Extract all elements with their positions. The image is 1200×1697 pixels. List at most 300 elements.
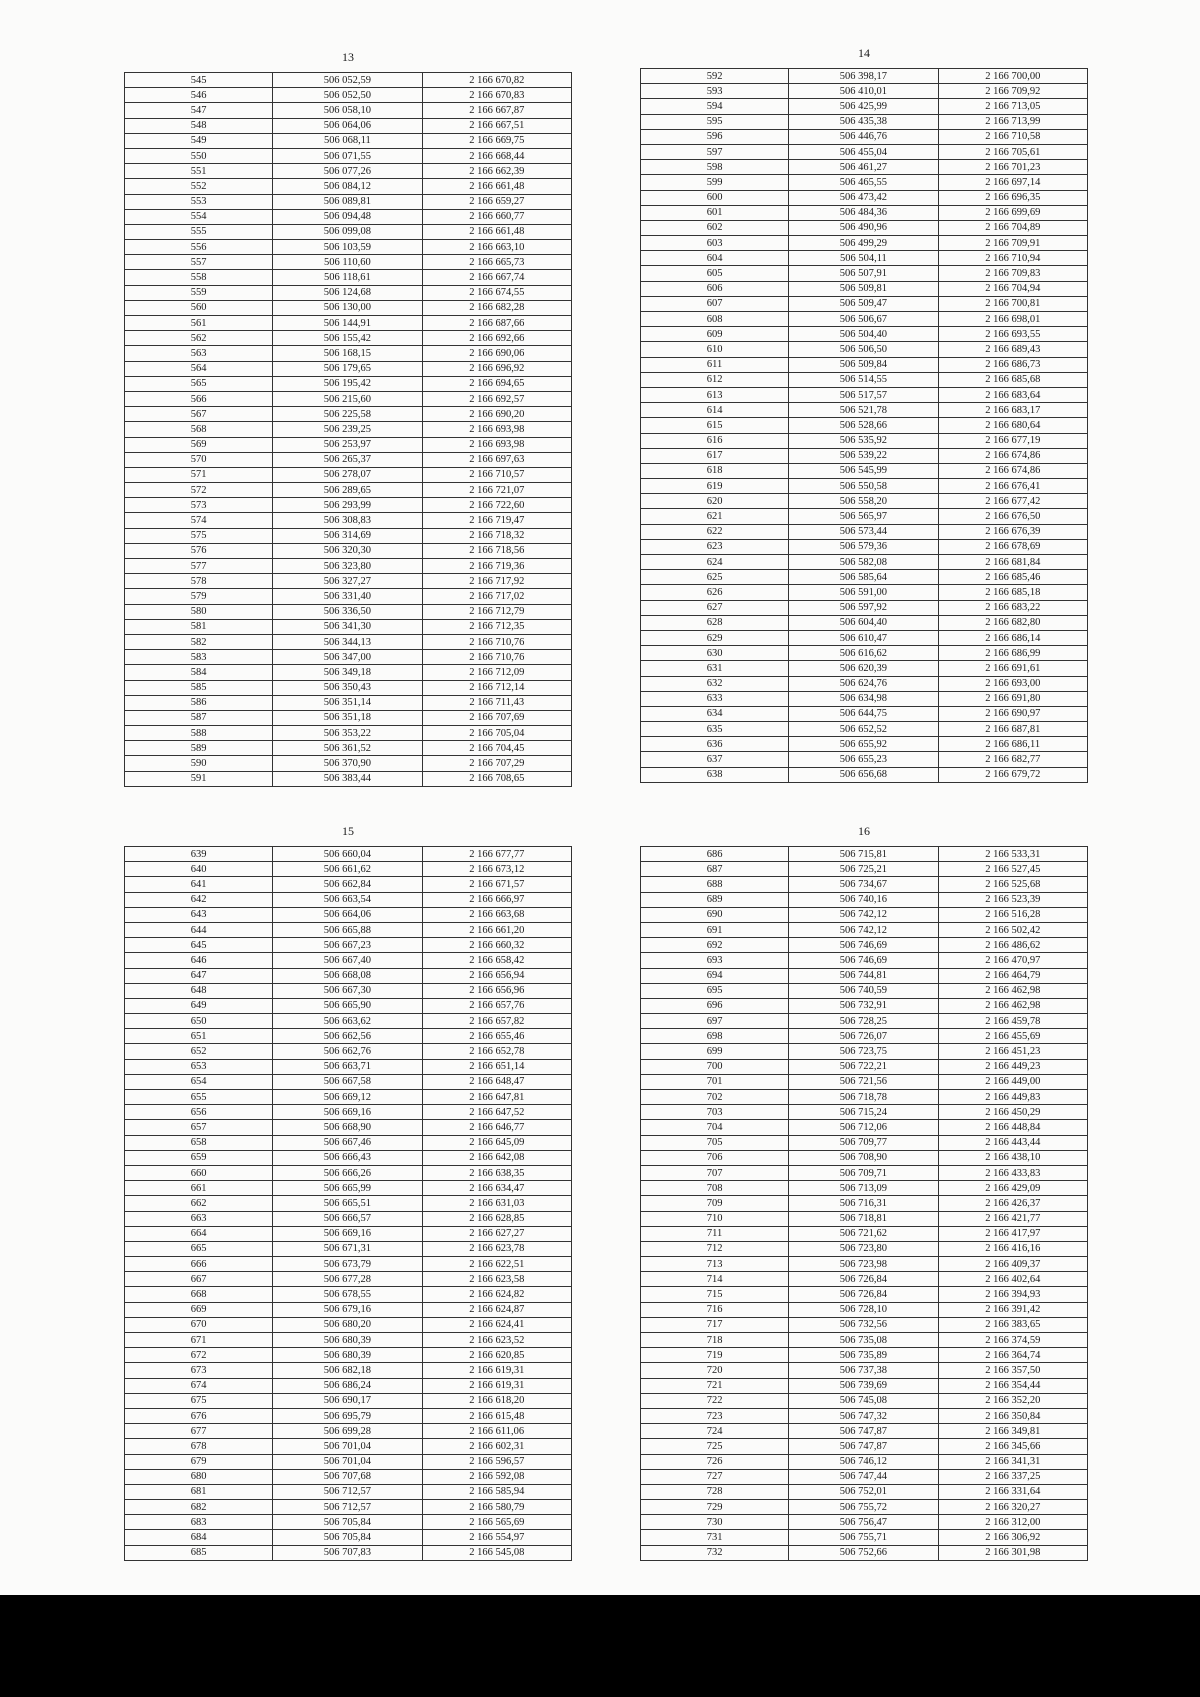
x-coordinate-cell: 506 723,80	[789, 1241, 938, 1256]
point-number-cell: 704	[641, 1120, 789, 1135]
table-row	[641, 1105, 1088, 1120]
x-coordinate-cell: 506 327,27	[273, 574, 422, 589]
y-coordinate-cell: 2 166 394,93	[938, 1287, 1087, 1302]
x-coordinate-cell: 506 351,18	[273, 710, 422, 725]
x-coordinate-cell: 506 446,76	[789, 129, 938, 144]
table-row	[125, 877, 572, 892]
y-coordinate-cell: 2 166 459,78	[938, 1014, 1087, 1029]
y-coordinate-cell: 2 166 391,42	[938, 1302, 1087, 1317]
point-number-cell: 707	[641, 1165, 789, 1180]
y-coordinate-cell: 2 166 462,98	[938, 983, 1087, 998]
y-coordinate-cell: 2 166 662,39	[422, 164, 571, 179]
table-row	[641, 190, 1088, 205]
table-row	[125, 1105, 572, 1120]
x-coordinate-cell: 506 506,67	[789, 312, 938, 327]
y-coordinate-cell: 2 166 713,99	[938, 114, 1087, 129]
y-coordinate-cell: 2 166 620,85	[422, 1348, 571, 1363]
table-row	[641, 372, 1088, 387]
point-number-cell: 609	[641, 327, 789, 342]
table-row	[125, 1378, 572, 1393]
table-row	[125, 1500, 572, 1515]
table-row	[125, 391, 572, 406]
table-row	[641, 327, 1088, 342]
y-coordinate-cell: 2 166 718,56	[422, 543, 571, 558]
y-coordinate-cell: 2 166 676,39	[938, 524, 1087, 539]
x-coordinate-cell: 506 504,11	[789, 251, 938, 266]
table-row	[641, 998, 1088, 1013]
point-number-cell: 618	[641, 463, 789, 478]
x-coordinate-cell: 506 155,42	[273, 331, 422, 346]
y-coordinate-cell: 2 166 301,98	[938, 1545, 1087, 1560]
point-number-cell: 693	[641, 953, 789, 968]
y-coordinate-cell: 2 166 450,29	[938, 1105, 1087, 1120]
table-row	[641, 1196, 1088, 1211]
y-coordinate-cell: 2 166 374,59	[938, 1333, 1087, 1348]
point-number-cell: 645	[125, 938, 273, 953]
point-number-cell: 547	[125, 103, 273, 118]
y-coordinate-cell: 2 166 429,09	[938, 1181, 1087, 1196]
x-coordinate-cell: 506 344,13	[273, 634, 422, 649]
table-row	[641, 114, 1088, 129]
point-number-cell: 699	[641, 1044, 789, 1059]
table-row	[641, 630, 1088, 645]
x-coordinate-cell: 506 671,31	[273, 1241, 422, 1256]
point-number-cell: 610	[641, 342, 789, 357]
x-coordinate-cell: 506 756,47	[789, 1515, 938, 1530]
point-number-cell: 569	[125, 437, 273, 452]
point-number-cell: 629	[641, 630, 789, 645]
y-coordinate-cell: 2 166 565,69	[422, 1515, 571, 1530]
table-row	[125, 922, 572, 937]
x-coordinate-cell: 506 656,68	[789, 767, 938, 782]
table-row	[641, 646, 1088, 661]
y-coordinate-cell: 2 166 710,76	[422, 634, 571, 649]
x-coordinate-cell: 506 742,12	[789, 907, 938, 922]
point-number-cell: 726	[641, 1454, 789, 1469]
point-number-cell: 637	[641, 752, 789, 767]
table-row	[125, 907, 572, 922]
x-coordinate-cell: 506 353,22	[273, 726, 422, 741]
x-coordinate-cell: 506 506,50	[789, 342, 938, 357]
x-coordinate-cell: 506 755,71	[789, 1530, 938, 1545]
table-row	[125, 179, 572, 194]
table-row	[641, 1257, 1088, 1272]
point-number-cell: 669	[125, 1302, 273, 1317]
table-row	[641, 1424, 1088, 1439]
x-coordinate-cell: 506 718,81	[789, 1211, 938, 1226]
table-row	[125, 650, 572, 665]
point-number-cell: 611	[641, 357, 789, 372]
x-coordinate-cell: 506 682,18	[273, 1363, 422, 1378]
table-row	[125, 1530, 572, 1545]
table-row	[125, 559, 572, 574]
table-row	[641, 69, 1088, 84]
point-number-cell: 558	[125, 270, 273, 285]
x-coordinate-cell: 506 398,17	[789, 69, 938, 84]
point-number-cell: 683	[125, 1515, 273, 1530]
x-coordinate-cell: 506 308,83	[273, 513, 422, 528]
x-coordinate-cell: 506 052,59	[273, 73, 422, 88]
x-coordinate-cell: 506 278,07	[273, 467, 422, 482]
table-row	[641, 706, 1088, 721]
point-number-cell: 696	[641, 998, 789, 1013]
x-coordinate-cell: 506 745,08	[789, 1393, 938, 1408]
point-number-cell: 641	[125, 877, 273, 892]
y-coordinate-cell: 2 166 655,46	[422, 1029, 571, 1044]
y-coordinate-cell: 2 166 615,48	[422, 1408, 571, 1423]
table-row	[641, 1545, 1088, 1560]
table-row	[641, 1211, 1088, 1226]
point-number-cell: 721	[641, 1378, 789, 1393]
point-number-cell: 548	[125, 118, 273, 133]
y-coordinate-cell: 2 166 709,83	[938, 266, 1087, 281]
table-row	[125, 467, 572, 482]
y-coordinate-cell: 2 166 592,08	[422, 1469, 571, 1484]
y-coordinate-cell: 2 166 707,29	[422, 756, 571, 771]
page-number: 14	[858, 46, 870, 60]
x-coordinate-cell: 506 539,22	[789, 448, 938, 463]
y-coordinate-cell: 2 166 623,58	[422, 1272, 571, 1287]
x-coordinate-cell: 506 735,89	[789, 1348, 938, 1363]
x-coordinate-cell: 506 663,71	[273, 1059, 422, 1074]
table-row	[125, 103, 572, 118]
y-coordinate-cell: 2 166 580,79	[422, 1500, 571, 1515]
y-coordinate-cell: 2 166 426,37	[938, 1196, 1087, 1211]
point-number-cell: 567	[125, 407, 273, 422]
x-coordinate-cell: 506 597,92	[789, 600, 938, 615]
x-coordinate-cell: 506 565,97	[789, 509, 938, 524]
point-number-cell: 552	[125, 179, 273, 194]
y-coordinate-cell: 2 166 320,27	[938, 1500, 1087, 1515]
table-row	[125, 1120, 572, 1135]
x-coordinate-cell: 506 573,44	[789, 524, 938, 539]
point-number-cell: 651	[125, 1029, 273, 1044]
point-number-cell: 676	[125, 1408, 273, 1423]
x-coordinate-cell: 506 239,25	[273, 422, 422, 437]
y-coordinate-cell: 2 166 677,19	[938, 433, 1087, 448]
point-number-cell: 646	[125, 953, 273, 968]
point-number-cell: 690	[641, 907, 789, 922]
y-coordinate-cell: 2 166 627,27	[422, 1226, 571, 1241]
y-coordinate-cell: 2 166 690,06	[422, 346, 571, 361]
y-coordinate-cell: 2 166 686,99	[938, 646, 1087, 661]
y-coordinate-cell: 2 166 663,68	[422, 907, 571, 922]
y-coordinate-cell: 2 166 449,23	[938, 1059, 1087, 1074]
point-number-cell: 680	[125, 1469, 273, 1484]
x-coordinate-cell: 506 742,12	[789, 922, 938, 937]
table-row	[641, 938, 1088, 953]
x-coordinate-cell: 506 455,04	[789, 144, 938, 159]
x-coordinate-cell: 506 668,08	[273, 968, 422, 983]
point-number-cell: 591	[125, 771, 273, 786]
point-number-cell: 648	[125, 983, 273, 998]
table-row	[125, 270, 572, 285]
y-coordinate-cell: 2 166 306,92	[938, 1530, 1087, 1545]
point-number-cell: 595	[641, 114, 789, 129]
point-number-cell: 686	[641, 847, 789, 862]
x-coordinate-cell: 506 662,84	[273, 877, 422, 892]
x-coordinate-cell: 506 723,75	[789, 1044, 938, 1059]
point-number-cell: 697	[641, 1014, 789, 1029]
x-coordinate-cell: 506 667,40	[273, 953, 422, 968]
table-row	[125, 209, 572, 224]
table-row	[641, 585, 1088, 600]
table-row	[641, 1393, 1088, 1408]
page-number: 13	[342, 50, 354, 64]
y-coordinate-cell: 2 166 341,31	[938, 1454, 1087, 1469]
point-number-cell: 720	[641, 1363, 789, 1378]
point-number-cell: 679	[125, 1454, 273, 1469]
point-number-cell: 710	[641, 1211, 789, 1226]
point-number-cell: 599	[641, 175, 789, 190]
table-row	[641, 922, 1088, 937]
point-number-cell: 607	[641, 296, 789, 311]
table-row	[641, 1469, 1088, 1484]
table-row	[125, 1135, 572, 1150]
table-row	[125, 710, 572, 725]
y-coordinate-cell: 2 166 647,81	[422, 1090, 571, 1105]
x-coordinate-cell: 506 680,20	[273, 1317, 422, 1332]
x-coordinate-cell: 506 509,81	[789, 281, 938, 296]
point-number-cell: 664	[125, 1226, 273, 1241]
table-row	[125, 1545, 572, 1560]
point-number-cell: 564	[125, 361, 273, 376]
y-coordinate-cell: 2 166 409,37	[938, 1257, 1087, 1272]
y-coordinate-cell: 2 166 350,84	[938, 1408, 1087, 1423]
point-number-cell: 600	[641, 190, 789, 205]
point-number-cell: 682	[125, 1500, 273, 1515]
x-coordinate-cell: 506 293,99	[273, 498, 422, 513]
point-number-cell: 677	[125, 1424, 273, 1439]
y-coordinate-cell: 2 166 349,81	[938, 1424, 1087, 1439]
y-coordinate-cell: 2 166 638,35	[422, 1165, 571, 1180]
y-coordinate-cell: 2 166 685,46	[938, 570, 1087, 585]
y-coordinate-cell: 2 166 670,82	[422, 73, 571, 88]
y-coordinate-cell: 2 166 710,57	[422, 467, 571, 482]
y-coordinate-cell: 2 166 624,87	[422, 1302, 571, 1317]
point-number-cell: 650	[125, 1014, 273, 1029]
point-number-cell: 559	[125, 285, 273, 300]
y-coordinate-cell: 2 166 697,14	[938, 175, 1087, 190]
table-row	[125, 938, 572, 953]
x-coordinate-cell: 506 361,52	[273, 741, 422, 756]
y-coordinate-cell: 2 166 657,76	[422, 998, 571, 1013]
point-number-cell: 598	[641, 160, 789, 175]
table-row	[125, 376, 572, 391]
page-block-15	[124, 824, 572, 1559]
table-row	[641, 1059, 1088, 1074]
table-row	[641, 1226, 1088, 1241]
point-number-cell: 670	[125, 1317, 273, 1332]
table-row	[125, 695, 572, 710]
table-row	[125, 862, 572, 877]
x-coordinate-cell: 506 701,04	[273, 1454, 422, 1469]
x-coordinate-cell: 506 461,27	[789, 160, 938, 175]
table-row	[641, 1484, 1088, 1499]
x-coordinate-cell: 506 660,04	[273, 847, 422, 862]
y-coordinate-cell: 2 166 357,50	[938, 1363, 1087, 1378]
point-number-cell: 642	[125, 892, 273, 907]
table-row	[641, 1530, 1088, 1545]
point-number-cell: 624	[641, 555, 789, 570]
y-coordinate-cell: 2 166 660,77	[422, 209, 571, 224]
y-coordinate-cell: 2 166 701,23	[938, 160, 1087, 175]
y-coordinate-cell: 2 166 718,32	[422, 528, 571, 543]
table-row	[125, 148, 572, 163]
x-coordinate-cell: 506 708,90	[789, 1150, 938, 1165]
x-coordinate-cell: 506 668,90	[273, 1120, 422, 1135]
x-coordinate-cell: 506 725,21	[789, 862, 938, 877]
table-row	[641, 1454, 1088, 1469]
point-number-cell: 586	[125, 695, 273, 710]
point-number-cell: 603	[641, 236, 789, 251]
x-coordinate-cell: 506 225,58	[273, 407, 422, 422]
point-number-cell: 631	[641, 661, 789, 676]
point-number-cell: 623	[641, 539, 789, 554]
x-coordinate-cell: 506 740,59	[789, 983, 938, 998]
x-coordinate-cell: 506 734,67	[789, 877, 938, 892]
point-number-cell: 674	[125, 1378, 273, 1393]
point-number-cell: 709	[641, 1196, 789, 1211]
page-block-16	[640, 824, 1088, 1559]
point-number-cell: 634	[641, 706, 789, 721]
x-coordinate-cell: 506 707,68	[273, 1469, 422, 1484]
x-coordinate-cell: 506 068,11	[273, 133, 422, 148]
point-number-cell: 731	[641, 1530, 789, 1545]
y-coordinate-cell: 2 166 686,14	[938, 630, 1087, 645]
table-row	[641, 1074, 1088, 1089]
x-coordinate-cell: 506 099,08	[273, 224, 422, 239]
y-coordinate-cell: 2 166 438,10	[938, 1150, 1087, 1165]
y-coordinate-cell: 2 166 462,98	[938, 998, 1087, 1013]
point-number-cell: 665	[125, 1241, 273, 1256]
y-coordinate-cell: 2 166 443,44	[938, 1135, 1087, 1150]
y-coordinate-cell: 2 166 705,04	[422, 726, 571, 741]
x-coordinate-cell: 506 721,62	[789, 1226, 938, 1241]
x-coordinate-cell: 506 550,58	[789, 479, 938, 494]
point-number-cell: 546	[125, 88, 273, 103]
x-coordinate-cell: 506 665,51	[273, 1196, 422, 1211]
point-number-cell: 657	[125, 1120, 273, 1135]
table-row	[641, 1272, 1088, 1287]
table-row	[125, 1241, 572, 1256]
y-coordinate-cell: 2 166 331,64	[938, 1484, 1087, 1499]
y-coordinate-cell: 2 166 352,20	[938, 1393, 1087, 1408]
table-row	[641, 448, 1088, 463]
y-coordinate-cell: 2 166 533,31	[938, 847, 1087, 862]
y-coordinate-cell: 2 166 689,43	[938, 342, 1087, 357]
table-row	[641, 968, 1088, 983]
point-number-cell: 578	[125, 574, 273, 589]
x-coordinate-cell: 506 484,36	[789, 205, 938, 220]
point-number-cell: 719	[641, 1348, 789, 1363]
x-coordinate-cell: 506 673,79	[273, 1257, 422, 1272]
x-coordinate-cell: 506 652,52	[789, 722, 938, 737]
table-row	[641, 99, 1088, 114]
point-number-cell: 644	[125, 922, 273, 937]
x-coordinate-cell: 506 677,28	[273, 1272, 422, 1287]
page-number: 15	[342, 824, 354, 838]
table-row	[641, 342, 1088, 357]
y-coordinate-cell: 2 166 451,23	[938, 1044, 1087, 1059]
point-number-cell: 593	[641, 84, 789, 99]
point-number-cell: 672	[125, 1348, 273, 1363]
y-coordinate-cell: 2 166 696,92	[422, 361, 571, 376]
y-coordinate-cell: 2 166 721,07	[422, 483, 571, 498]
table-row	[641, 236, 1088, 251]
point-number-cell: 632	[641, 676, 789, 691]
x-coordinate-cell: 506 509,47	[789, 296, 938, 311]
table-row	[125, 483, 572, 498]
x-coordinate-cell: 506 755,72	[789, 1500, 938, 1515]
y-coordinate-cell: 2 166 683,64	[938, 387, 1087, 402]
point-number-cell: 732	[641, 1545, 789, 1560]
y-coordinate-cell: 2 166 713,05	[938, 99, 1087, 114]
y-coordinate-cell: 2 166 704,45	[422, 741, 571, 756]
point-number-cell: 581	[125, 619, 273, 634]
x-coordinate-cell: 506 215,60	[273, 391, 422, 406]
y-coordinate-cell: 2 166 707,69	[422, 710, 571, 725]
point-number-cell: 626	[641, 585, 789, 600]
table-row	[125, 1302, 572, 1317]
y-coordinate-cell: 2 166 678,69	[938, 539, 1087, 554]
y-coordinate-cell: 2 166 618,20	[422, 1393, 571, 1408]
table-row	[125, 604, 572, 619]
table-row	[125, 665, 572, 680]
y-coordinate-cell: 2 166 700,00	[938, 69, 1087, 84]
table-row	[641, 1363, 1088, 1378]
y-coordinate-cell: 2 166 455,69	[938, 1029, 1087, 1044]
table-row	[641, 251, 1088, 266]
x-coordinate-cell: 506 722,21	[789, 1059, 938, 1074]
x-coordinate-cell: 506 052,50	[273, 88, 422, 103]
table-row	[641, 1090, 1088, 1105]
y-coordinate-cell: 2 166 666,97	[422, 892, 571, 907]
point-number-cell: 729	[641, 1500, 789, 1515]
y-coordinate-cell: 2 166 624,41	[422, 1317, 571, 1332]
y-coordinate-cell: 2 166 669,75	[422, 133, 571, 148]
y-coordinate-cell: 2 166 710,94	[938, 251, 1087, 266]
table-row	[125, 1287, 572, 1302]
table-row	[125, 118, 572, 133]
point-number-cell: 633	[641, 691, 789, 706]
x-coordinate-cell: 506 655,23	[789, 752, 938, 767]
y-coordinate-cell: 2 166 693,55	[938, 327, 1087, 342]
point-number-cell: 617	[641, 448, 789, 463]
table-row	[125, 543, 572, 558]
point-number-cell: 640	[125, 862, 273, 877]
table-row	[125, 88, 572, 103]
x-coordinate-cell: 506 634,98	[789, 691, 938, 706]
table-row	[641, 479, 1088, 494]
table-row	[641, 1165, 1088, 1180]
point-number-cell: 730	[641, 1515, 789, 1530]
y-coordinate-cell: 2 166 712,09	[422, 665, 571, 680]
point-number-cell: 554	[125, 209, 273, 224]
table-row	[125, 726, 572, 741]
x-coordinate-cell: 506 168,15	[273, 346, 422, 361]
y-coordinate-cell: 2 166 687,81	[938, 722, 1087, 737]
table-row	[125, 619, 572, 634]
table-row	[125, 1196, 572, 1211]
y-coordinate-cell: 2 166 402,64	[938, 1272, 1087, 1287]
x-coordinate-cell: 506 521,78	[789, 403, 938, 418]
table-row	[641, 1029, 1088, 1044]
point-number-cell: 571	[125, 467, 273, 482]
x-coordinate-cell: 506 666,26	[273, 1165, 422, 1180]
table-row	[125, 892, 572, 907]
y-coordinate-cell: 2 166 516,28	[938, 907, 1087, 922]
